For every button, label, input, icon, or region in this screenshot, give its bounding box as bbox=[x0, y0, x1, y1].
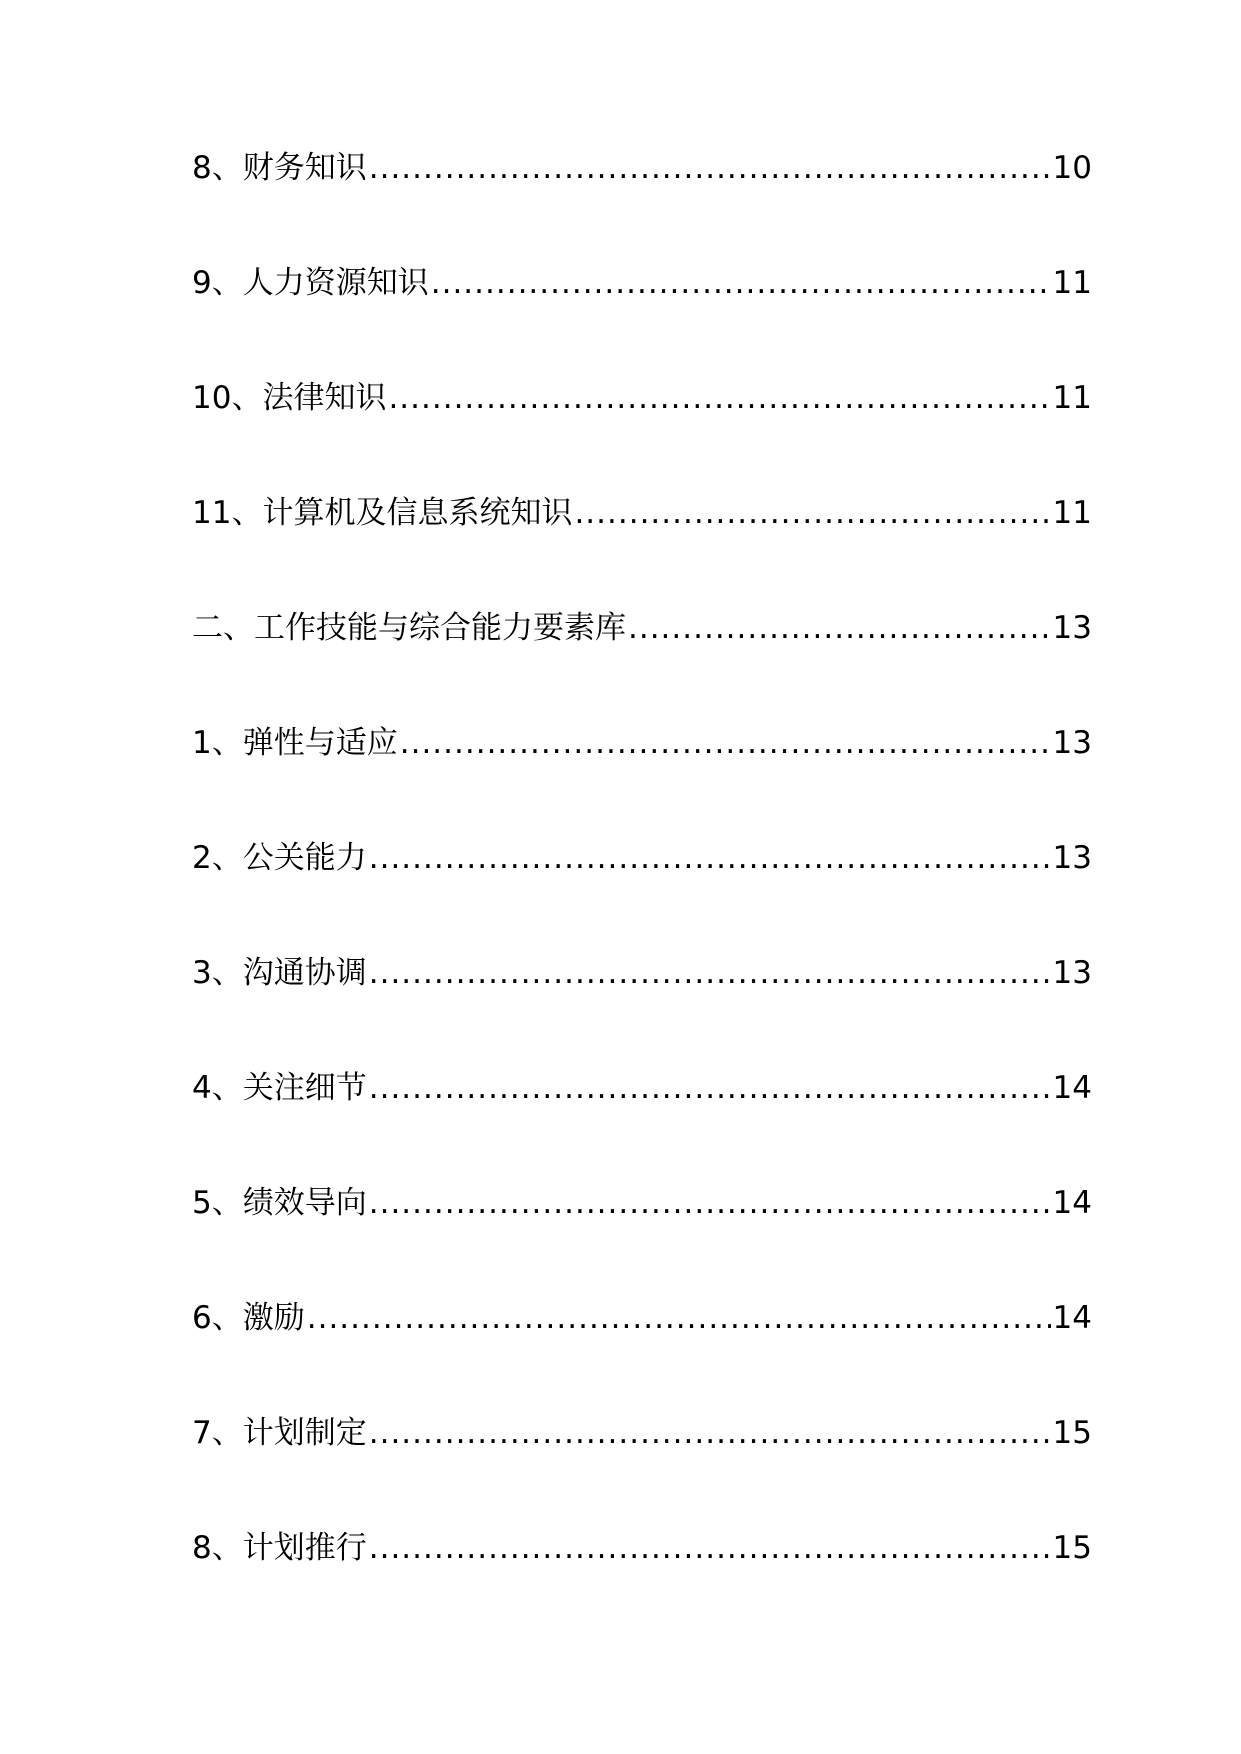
toc-dot-leader bbox=[369, 838, 1051, 878]
toc-entry-label: 10、法律知识 bbox=[192, 380, 387, 416]
toc-entry[interactable] bbox=[192, 1183, 1092, 1298]
toc-entry[interactable] bbox=[192, 263, 1092, 378]
toc-entry-page: 11 bbox=[1052, 380, 1092, 416]
toc-dot-leader bbox=[369, 1413, 1051, 1453]
toc-entry-label: 9、人力资源知识 bbox=[192, 265, 429, 301]
toc-dot-leader bbox=[388, 378, 1050, 418]
toc-entry-label: 二、工作技能与综合能力要素库 bbox=[192, 610, 626, 646]
toc-entry[interactable] bbox=[192, 723, 1092, 838]
toc-entry-page: 13 bbox=[1052, 955, 1092, 991]
toc-entry-page: 14 bbox=[1052, 1070, 1092, 1106]
toc-entry[interactable] bbox=[192, 1528, 1092, 1643]
toc-entry-label: 1、弹性与适应 bbox=[192, 725, 398, 761]
toc-entry[interactable] bbox=[192, 493, 1092, 608]
toc-entry[interactable] bbox=[192, 148, 1092, 263]
toc-entry-page: 10 bbox=[1052, 150, 1092, 186]
toc-dot-leader bbox=[431, 263, 1051, 303]
toc-entry[interactable] bbox=[192, 1298, 1092, 1413]
toc-entry-label: 8、财务知识 bbox=[192, 150, 367, 186]
toc-entry-label: 6、激励 bbox=[192, 1300, 305, 1336]
toc-dot-leader bbox=[369, 1183, 1051, 1223]
toc-dot-leader bbox=[574, 493, 1050, 533]
toc-entry-page: 15 bbox=[1052, 1415, 1092, 1451]
toc-entry[interactable] bbox=[192, 1068, 1092, 1183]
toc-entry[interactable] bbox=[192, 838, 1092, 953]
toc-entry[interactable] bbox=[192, 608, 1092, 723]
toc-dot-leader bbox=[369, 148, 1051, 188]
toc-dot-leader bbox=[307, 1298, 1051, 1338]
toc-entry-page: 11 bbox=[1052, 495, 1092, 531]
toc-entry-label: 5、绩效导向 bbox=[192, 1185, 367, 1221]
toc-dot-leader bbox=[369, 953, 1051, 993]
toc-entry-label: 3、沟通协调 bbox=[192, 955, 367, 991]
toc-entry[interactable] bbox=[192, 953, 1092, 1068]
toc-entry-page: 13 bbox=[1052, 725, 1092, 761]
toc-dot-leader bbox=[369, 1528, 1051, 1568]
toc-entry-page: 13 bbox=[1052, 840, 1092, 876]
toc-dot-leader bbox=[369, 1068, 1051, 1108]
toc-entry-page: 14 bbox=[1052, 1300, 1092, 1336]
toc-entry-page: 15 bbox=[1052, 1530, 1092, 1566]
toc-entry-label: 8、计划推行 bbox=[192, 1530, 367, 1566]
toc-entry-label: 7、计划制定 bbox=[192, 1415, 367, 1451]
toc-dot-leader bbox=[628, 608, 1051, 648]
toc-dot-leader bbox=[400, 723, 1051, 763]
toc-entry-page: 13 bbox=[1052, 610, 1092, 646]
toc-entry-label: 4、关注细节 bbox=[192, 1070, 367, 1106]
toc-entry-page: 14 bbox=[1052, 1185, 1092, 1221]
toc-entry-page: 11 bbox=[1052, 265, 1092, 301]
toc-entry[interactable] bbox=[192, 378, 1092, 493]
toc-entry-label: 2、公关能力 bbox=[192, 840, 367, 876]
toc-entry[interactable] bbox=[192, 1413, 1092, 1528]
toc-entry-label: 11、计算机及信息系统知识 bbox=[192, 495, 573, 531]
table-of-contents bbox=[192, 148, 1092, 1643]
